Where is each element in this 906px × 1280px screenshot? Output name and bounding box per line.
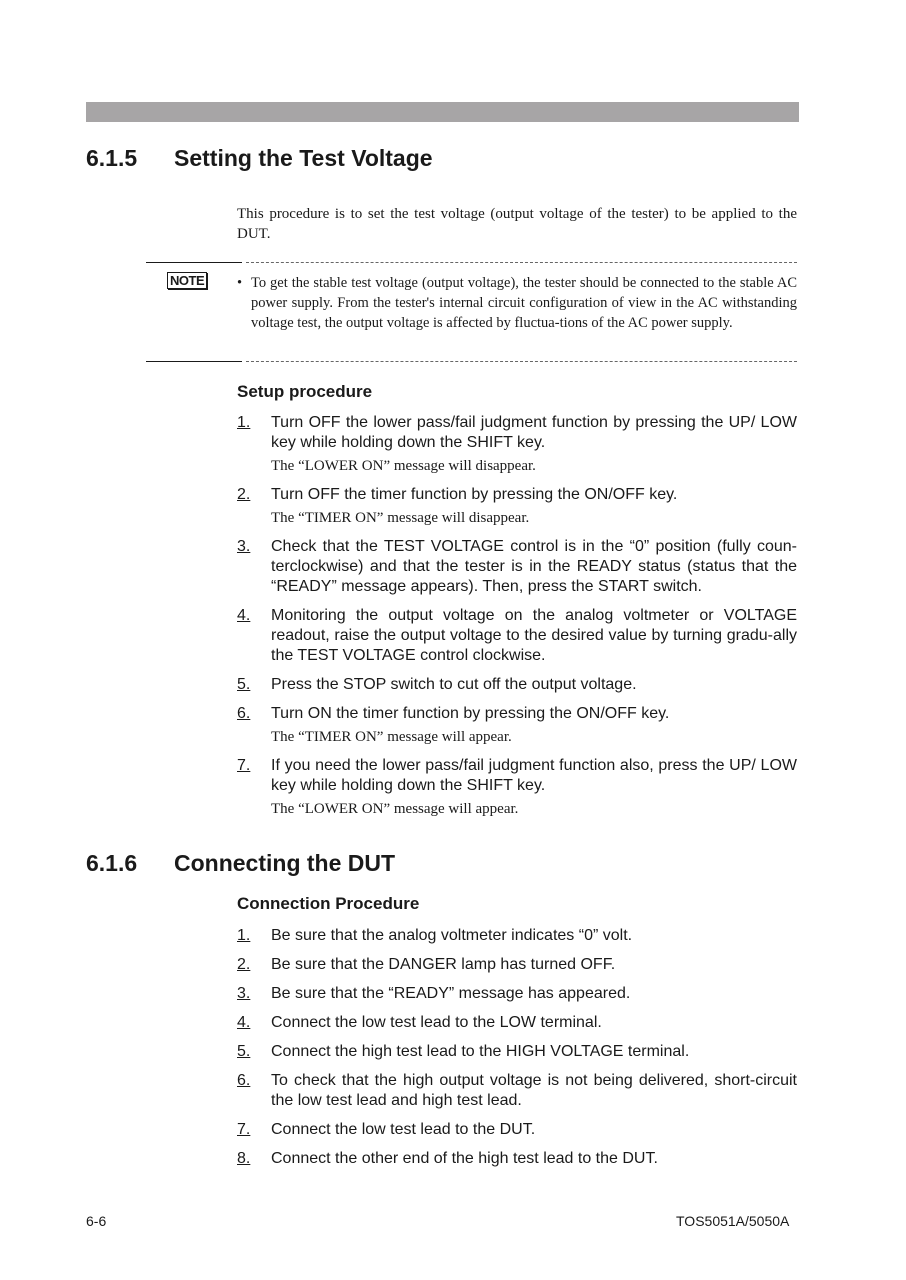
- step-text: Check that the TEST VOLTAGE control is in the “0” position (fully coun-terclockwise) and that the tester is in the READY status (status that the “READY” message appears). Then, press the START switch.: [271, 538, 797, 595]
- setup-step: [237, 704, 797, 747]
- connection-step: [237, 1013, 797, 1033]
- connection-step: [237, 984, 797, 1004]
- note-text: To get the stable test voltage (output voltage), the tester should be connected to the stable AC power supply. From the tester's internal circuit configuration of view in the AC withstanding voltage test, the output voltage is affected by fluctua-tions of the AC power supply.: [251, 275, 797, 331]
- step-number: 5.: [237, 676, 251, 693]
- step-text: Monitoring the output voltage on the analog voltmeter or VOLTAGE readout, raise the output voltage to the desired value by turning gradu-ally the TEST VOLTAGE control clockwise.: [271, 607, 797, 664]
- step-number: 5.: [237, 1043, 251, 1060]
- setup-procedure-heading: Setup procedure: [237, 382, 373, 401]
- note-top-dash: [246, 262, 797, 263]
- setup-step: [237, 756, 797, 819]
- setup-steps-list: [237, 413, 797, 828]
- step-number: 3.: [237, 985, 251, 1002]
- step-text: Be sure that the “READY” message has appeared.: [271, 985, 631, 1002]
- section-616-title: [86, 850, 395, 877]
- connection-step: [237, 1149, 797, 1169]
- step-number: 3.: [237, 538, 251, 555]
- connection-step: [237, 1120, 797, 1140]
- step-text: Connect the other end of the high test lead to the DUT.: [271, 1150, 658, 1167]
- step-text: If you need the lower pass/fail judgment function also, press the UP/ LOW key while holding down the SHIFT key.: [271, 757, 797, 794]
- step-number: 1.: [237, 927, 251, 944]
- note-bottom-dash: [246, 361, 797, 362]
- section-615-title: [86, 145, 433, 172]
- section-616-number: 6.1.6: [86, 850, 138, 876]
- step-number: 6.: [237, 705, 251, 722]
- setup-step: [237, 485, 797, 528]
- note-top-rule: [146, 262, 242, 263]
- step-number: 2.: [237, 956, 251, 973]
- step-number: 8.: [237, 1150, 251, 1167]
- step-text: To check that the high output voltage is not being delivered, short-circuit the low test lead and high test lead.: [271, 1072, 797, 1109]
- setup-step: [237, 537, 797, 597]
- step-number: 7.: [237, 757, 251, 774]
- step-result: The “LOWER ON” message will appear.: [271, 801, 519, 817]
- note-label: NOTE: [167, 272, 207, 289]
- step-text: Connect the high test lead to the HIGH VOLTAGE terminal.: [271, 1043, 690, 1060]
- step-number: 6.: [237, 1072, 251, 1089]
- step-text: Turn ON the timer function by pressing the ON/OFF key.: [271, 705, 670, 722]
- connection-step: [237, 1071, 797, 1111]
- step-number: 1.: [237, 414, 251, 431]
- setup-step: [237, 675, 797, 695]
- step-result: The “LOWER ON” message will disappear.: [271, 458, 536, 474]
- connection-step: [237, 926, 797, 946]
- connection-procedure-heading: Connection Procedure: [237, 894, 420, 913]
- header-bar: [86, 102, 799, 122]
- connection-step: [237, 1042, 797, 1062]
- setup-step: [237, 606, 797, 666]
- section-615-intro: This procedure is to set the test voltage (output voltage of the tester) to be applied to the DUT.: [237, 206, 797, 242]
- page-number: 6-6: [86, 1213, 107, 1229]
- step-result: The “TIMER ON” message will disappear.: [271, 510, 530, 526]
- section-616-title-text: Connecting the DUT: [174, 850, 396, 876]
- connection-step: [237, 955, 797, 975]
- setup-step: [237, 413, 797, 476]
- step-number: 4.: [237, 607, 251, 624]
- section-615-number: 6.1.5: [86, 145, 138, 171]
- connection-steps-list: [237, 926, 797, 1178]
- step-text: Be sure that the analog voltmeter indicates “0” volt.: [271, 927, 633, 944]
- step-text: Be sure that the DANGER lamp has turned OFF.: [271, 956, 616, 973]
- step-text: Turn OFF the lower pass/fail judgment function by pressing the UP/ LOW key while holding down the SHIFT key.: [271, 414, 797, 451]
- step-text: Press the STOP switch to cut off the output voltage.: [271, 676, 637, 693]
- step-result: The “TIMER ON” message will appear.: [271, 729, 512, 745]
- step-text: Connect the low test lead to the DUT.: [271, 1121, 536, 1138]
- model-number: TOS5051A/5050A: [676, 1213, 790, 1229]
- step-text: Turn OFF the timer function by pressing the ON/OFF key.: [271, 486, 678, 503]
- step-number: 2.: [237, 486, 251, 503]
- step-number: 7.: [237, 1121, 251, 1138]
- note-block: [237, 273, 797, 333]
- note-bottom-rule: [146, 361, 242, 362]
- step-number: 4.: [237, 1014, 251, 1031]
- section-615-title-text: Setting the Test Voltage: [174, 145, 433, 171]
- note-bullet: •: [237, 275, 243, 291]
- step-text: Connect the low test lead to the LOW terminal.: [271, 1014, 602, 1031]
